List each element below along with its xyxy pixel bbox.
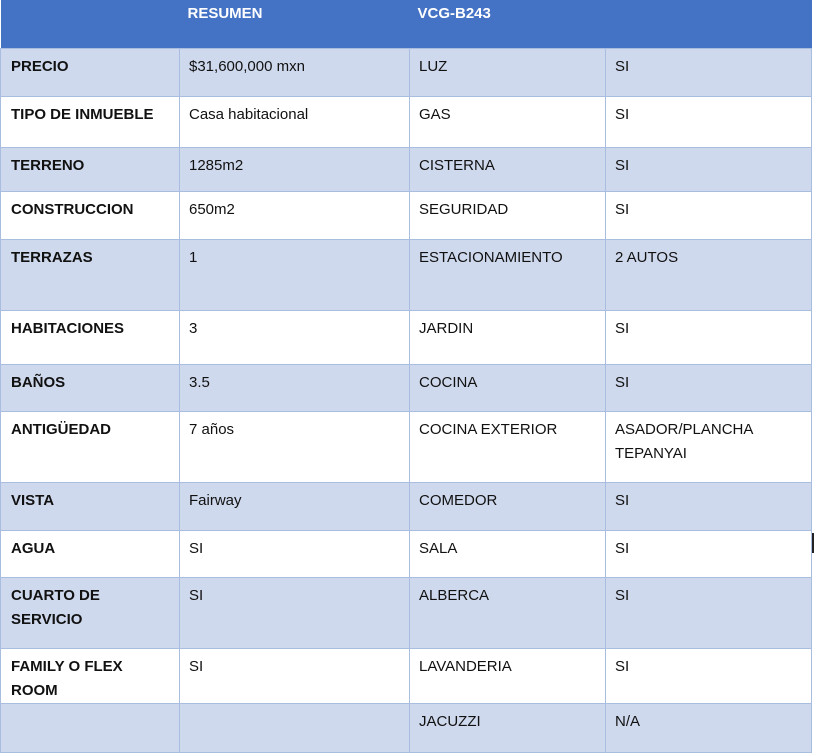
table-row <box>1 48 812 96</box>
row-value: Casa habitacional <box>180 96 410 147</box>
row-status: N/A <box>606 703 812 752</box>
row-status: SI <box>606 310 812 364</box>
row-label: AGUA <box>1 530 180 577</box>
row-value: 650m2 <box>180 191 410 239</box>
table-row <box>1 239 812 310</box>
row-label: TERRENO <box>1 147 180 191</box>
row-feature: JACUZZI <box>410 703 606 752</box>
row-feature: LAVANDERIA <box>410 648 606 703</box>
table-row <box>1 577 812 648</box>
row-value <box>180 703 410 752</box>
row-value: SI <box>180 530 410 577</box>
row-status: SI <box>606 96 812 147</box>
row-status: SI <box>606 191 812 239</box>
row-status: SI <box>606 648 812 703</box>
row-label: FAMILY O FLEX ROOM <box>1 648 180 703</box>
header-cell-4 <box>606 0 812 48</box>
table-row <box>1 648 812 703</box>
table-row <box>1 147 812 191</box>
row-value: Fairway <box>180 482 410 530</box>
row-value: 1285m2 <box>180 147 410 191</box>
table-row <box>1 191 812 239</box>
row-status: 2 AUTOS <box>606 239 812 310</box>
row-feature: SEGURIDAD <box>410 191 606 239</box>
row-feature: JARDIN <box>410 310 606 364</box>
text-cursor-mark <box>812 533 814 553</box>
row-feature: ALBERCA <box>410 577 606 648</box>
row-label: PRECIO <box>1 48 180 96</box>
row-status: SI <box>606 147 812 191</box>
row-feature: SALA <box>410 530 606 577</box>
row-label: CUARTO DE SERVICIO <box>1 577 180 648</box>
row-label: BAÑOS <box>1 364 180 411</box>
table-row <box>1 482 812 530</box>
table-row <box>1 364 812 411</box>
table-row <box>1 310 812 364</box>
row-value: SI <box>180 577 410 648</box>
row-status: SI <box>606 364 812 411</box>
row-label: VISTA <box>1 482 180 530</box>
table-row <box>1 530 812 577</box>
row-status: SI <box>606 530 812 577</box>
header-row <box>1 0 812 48</box>
table-row <box>1 96 812 147</box>
row-feature: COCINA EXTERIOR <box>410 411 606 482</box>
row-status: SI <box>606 577 812 648</box>
row-value: 3.5 <box>180 364 410 411</box>
row-value: 3 <box>180 310 410 364</box>
row-status: ASADOR/PLANCHA TEPANYAI <box>606 411 812 482</box>
row-label: HABITACIONES <box>1 310 180 364</box>
row-label <box>1 703 180 752</box>
header-cell-code: VCG-B243 <box>417 5 491 22</box>
row-status: SI <box>606 48 812 96</box>
table-row <box>1 411 812 482</box>
row-feature: ESTACIONAMIENTO <box>410 239 606 310</box>
row-label: TIPO DE INMUEBLE <box>1 96 180 147</box>
table-row <box>1 703 812 752</box>
row-label: CONSTRUCCION <box>1 191 180 239</box>
header-cell-resumen: RESUMEN <box>187 5 263 22</box>
row-value: $31,600,000 mxn <box>180 48 410 96</box>
row-feature: CISTERNA <box>410 147 606 191</box>
row-value: SI <box>180 648 410 703</box>
row-value: 1 <box>180 239 410 310</box>
row-value: 7 años <box>180 411 410 482</box>
row-feature: GAS <box>410 96 606 147</box>
row-status: SI <box>606 482 812 530</box>
row-feature: LUZ <box>410 48 606 96</box>
row-feature: COMEDOR <box>410 482 606 530</box>
row-feature: COCINA <box>410 364 606 411</box>
header-cell-1 <box>1 0 180 48</box>
row-label: ANTIGÜEDAD <box>1 411 180 482</box>
row-label: TERRAZAS <box>1 239 180 310</box>
